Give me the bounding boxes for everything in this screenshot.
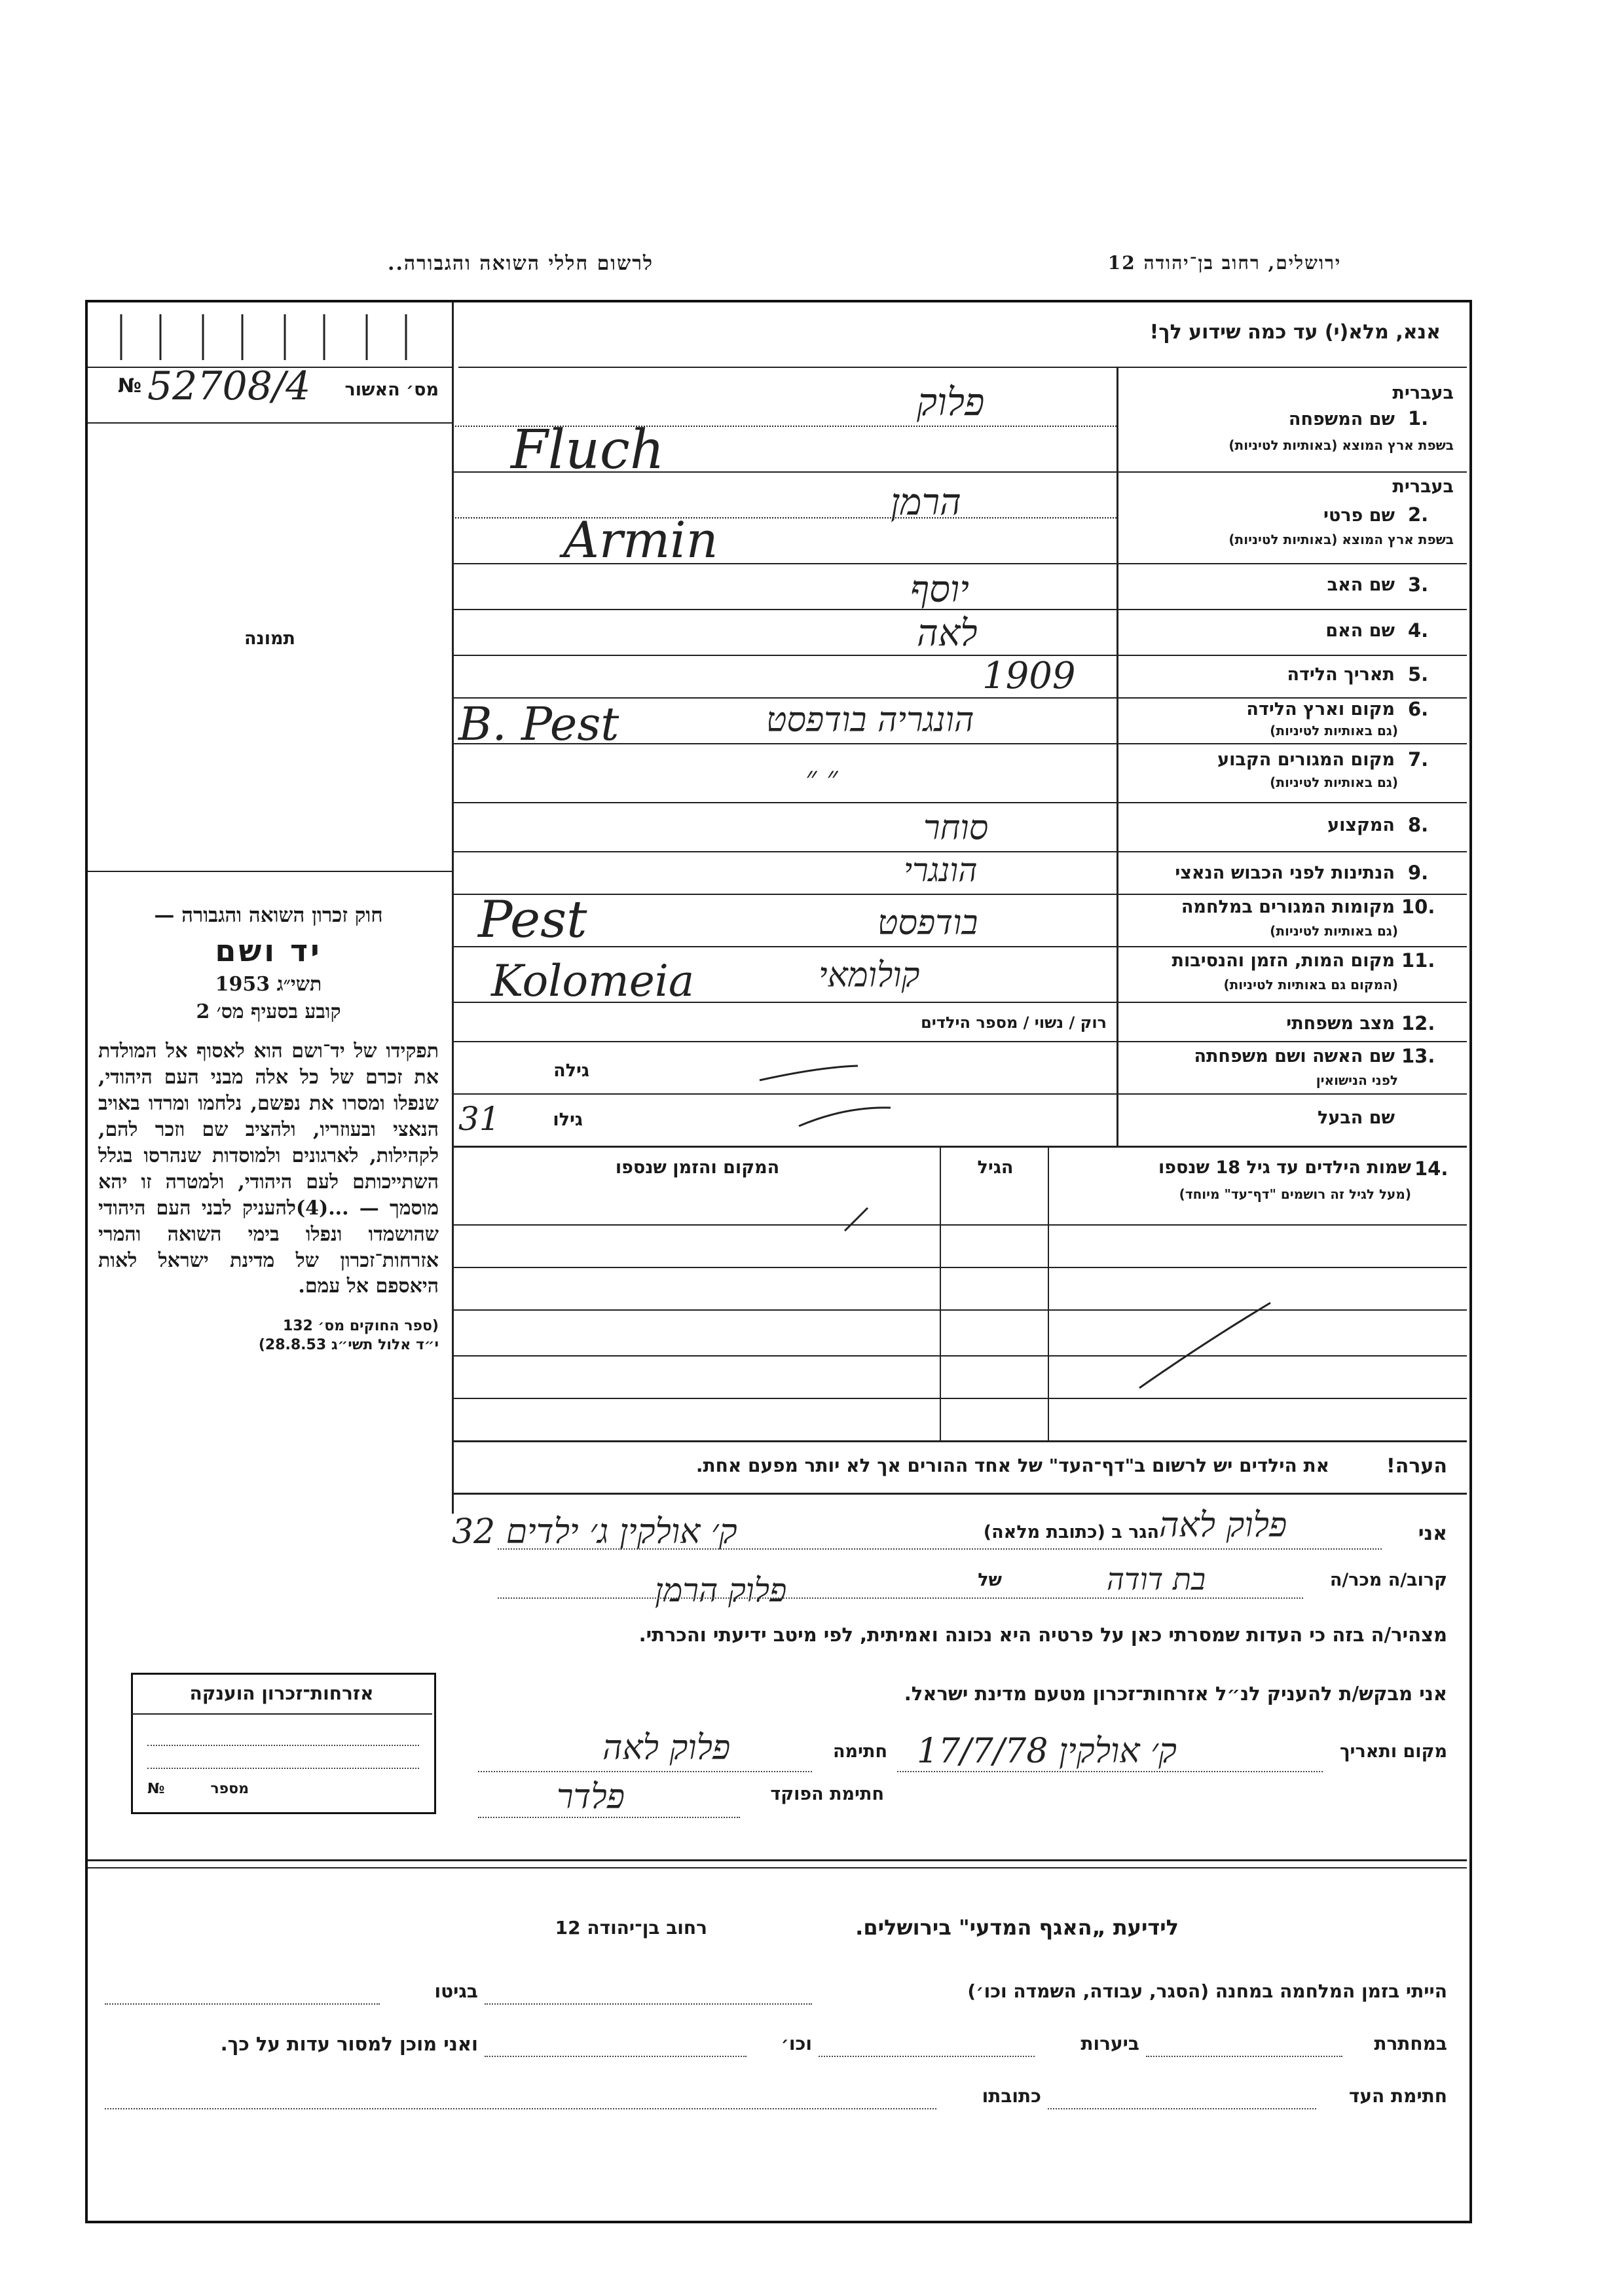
husband-label: שם הבעל <box>1317 1108 1395 1128</box>
decl-place-date-label: מקום ותאריך <box>1339 1741 1447 1762</box>
children-col-place: המקום והזמן שנספו <box>615 1157 780 1178</box>
field-11-sub: (המקום גם באותיות לטיניות) <box>1223 977 1398 993</box>
citizenship-title: אזרחות־זכרון הוענקה <box>189 1683 374 1704</box>
decl-relative-label: קרוב/ה מכר/ה <box>1329 1570 1447 1590</box>
decl-officer-label: חתימת הפוקד <box>770 1784 884 1804</box>
field-8-value: סוחר <box>923 809 989 848</box>
decl-relative-value: בת דודה <box>1107 1561 1206 1597</box>
decl-place-date-value: ק׳ אולקין 17/7/78 <box>917 1732 1177 1771</box>
field-1-value-latin: Fluch <box>511 419 665 481</box>
field-4-label: שם האם <box>1325 621 1395 641</box>
reg-number: 52708/4 <box>147 363 311 409</box>
footer-line1-b: בגיטו <box>434 1980 478 2002</box>
decl-signature-value: פלוק לאה <box>602 1728 731 1768</box>
field-12-label: מצב משפחתי <box>1286 1013 1395 1034</box>
field-8-label: המקצוע <box>1327 815 1395 835</box>
field-9-num: 9. <box>1408 862 1429 884</box>
field-5-num: 5. <box>1408 663 1429 685</box>
footer-line2-c: וכו׳ <box>781 2033 812 2054</box>
reg-label: מס׳ האשור <box>344 380 439 400</box>
field-10-label: מקומות המגורים במלחמה <box>1181 897 1395 917</box>
field-9-value: הונגרי <box>904 851 978 889</box>
children-col-age: הגיל <box>977 1157 1014 1178</box>
citizenship-number-label: מספר <box>210 1781 249 1797</box>
photo-label: תמונה <box>244 629 296 649</box>
intro-text: אנא, מלא(י) עד כמה שידוע לך! <box>1149 321 1441 344</box>
field-5-value: 1909 <box>982 655 1076 697</box>
footer-line2-d: ואני מוכן למסור עדות על כך. <box>220 2033 478 2055</box>
field-13-age-label: גילה <box>553 1061 589 1081</box>
field-13-label: שם האשה ושם משפחתה <box>1194 1046 1395 1066</box>
field-10-value-heb: בודפסט <box>877 903 978 943</box>
decl-residing-label: הגר ב (כתובת מלאה) <box>983 1522 1159 1542</box>
decl-i-label: אני <box>1418 1522 1447 1545</box>
citizenship-no-prefix: № <box>147 1781 165 1797</box>
field-11-value-heb: קולומאי <box>819 956 920 995</box>
field-6-value-latin: B. Pest <box>458 697 619 751</box>
decl-statement: מצהיר/ה בזה כי העדות שמסרתי כאן על פרטיה היא נכונה ואמיתית, לפי מיטב ידיעתי והכרתי. <box>638 1624 1447 1646</box>
decl-i-value: פלוק לאה <box>1159 1506 1287 1545</box>
note-text: את הילדים יש לרשום ב"דף־העד" של אחד ההורים אך לא יותר מפעם אחת. <box>695 1455 1329 1476</box>
field-1-num: 1. <box>1408 407 1429 429</box>
field-3-value: יוסף <box>910 568 969 611</box>
field-12-num: 12. <box>1401 1012 1435 1034</box>
field-1-label: שם המשפחה <box>1288 409 1395 429</box>
field-12-value: רוק / נשוי / מספר הילדים <box>921 1013 1107 1032</box>
footer-line1-a: הייתי בזמן המלחמה במחנה (הסגר, עבודה, השמדה וכו׳) <box>967 1980 1447 2002</box>
field-6-label: מקום וארץ הלידה <box>1246 699 1395 720</box>
field-13-num: 13. <box>1401 1045 1435 1067</box>
footer-line2-b: ביערות <box>1080 2033 1139 2054</box>
field-10-sub: (גם באותיות לטיניות) <box>1270 923 1398 939</box>
field-7-num: 7. <box>1408 748 1429 771</box>
children-label: שמות הילדים עד גיל 18 שנספו <box>1158 1157 1411 1178</box>
children-sub: (מעל לגיל זה רושמים "דף־עד" מיוחד) <box>1179 1186 1411 1202</box>
field-2-value-heb: הרמן <box>891 481 961 524</box>
decl-of-value: פלוק הרמן <box>655 1571 787 1609</box>
law-ref-2: י״ד אלול תשי״ג 28.8.53) <box>258 1337 439 1354</box>
footer-line2-a: במחתרת <box>1374 2033 1447 2054</box>
field-3-label: שם האב <box>1327 575 1395 595</box>
header-title: לרשום חללי השואה והגבורה.. <box>388 252 654 275</box>
law-year: תשי״ג 1953 <box>215 973 322 996</box>
field-10-value-latin: Pest <box>478 890 587 949</box>
footer-address: רחוב בן־יהודה 12 <box>555 1917 707 1939</box>
field-7-sub: (גם באותיות לטיניות) <box>1270 774 1398 790</box>
decl-signature-label: חתימה <box>832 1741 887 1762</box>
footer-line3-a: חתימת העד <box>1348 2085 1447 2107</box>
field-7-label: מקום המגורים הקבוע <box>1217 750 1395 770</box>
footer-title: לידיעת „האגף המדעי" בירושלים. <box>855 1915 1179 1940</box>
field-8-num: 8. <box>1408 814 1429 836</box>
field-1-value-heb: פלוק <box>917 380 985 424</box>
field-1-sub: בשפת ארץ המוצא (באותיות לטיניות) <box>1228 437 1454 453</box>
law-clause: קובע בסעיף מס׳ 2 <box>196 1000 341 1024</box>
field-6-num: 6. <box>1408 698 1429 720</box>
field-5-label: תאריך הלידה <box>1287 665 1395 685</box>
field-13-sub: לפני הנישואין <box>1316 1072 1398 1088</box>
husband-age-label: גילו <box>553 1110 583 1130</box>
field-11-num: 11. <box>1401 949 1435 972</box>
law-box <box>98 903 439 1353</box>
decl-of-label: של <box>978 1570 1002 1590</box>
field-2-sub: בשפת ארץ המוצא (באותיות לטיניות) <box>1228 532 1454 547</box>
field-9-label: הנתינות לפני הכבוש הנאצי <box>1175 863 1395 883</box>
footer-line3-b: כתובתו <box>982 2085 1041 2107</box>
decl-request: אני מבקש/ת להעניק לנ״ל אזרחות־זכרון מטעם מדינת ישראל. <box>904 1683 1447 1705</box>
husband-age: 31 <box>458 1100 500 1138</box>
field-7-value: ״ ״ <box>805 759 838 795</box>
field-4-value: לאה <box>917 612 978 655</box>
field-1-hebrew-tag: בעברית <box>1392 383 1454 403</box>
decl-residing-value: ק׳ אולקין ג׳ ילדים 32 <box>452 1512 737 1552</box>
law-title: חוק זכרון השואה והגבורה — <box>154 903 383 927</box>
law-ref-1: (ספר החוקים מס׳ 132 <box>282 1318 439 1335</box>
field-2-num: 2. <box>1408 503 1429 526</box>
field-11-label: מקום המות, הזמן והנסיבות <box>1172 951 1395 971</box>
barcode-strip <box>98 308 452 367</box>
pen-strokes <box>720 1048 917 1146</box>
field-3-num: 3. <box>1408 574 1429 596</box>
field-6-sub: (גם באותיות לטיניות) <box>1270 723 1398 738</box>
field-2-value-latin: Armin <box>563 511 718 569</box>
field-10-num: 10. <box>1401 896 1435 918</box>
law-text: תפקידו של יד־ושם הוא לאסוף אל המולדת את זכרם של כל אלה מבני העם היהודי, שנפלו ומסרו את נפשם, נלחמו ומרדו באויב הנאצי ובעוזריו, ולהציב שם וזכר להם, לקהילות, לארגונים ולמוסדות שנהרסו בגלל השתייכותם לעם היהודי, ולמטרה זו יהא מוסמך — ...(4)להעניק לבני העם היהודי שהושמדו ונפלו בימי השואה והמרי אזרחות־זכרון של מדינת ישראל לאות היאספם אל עמם. <box>98 1040 439 1298</box>
field-2-label: שם פרטי <box>1323 505 1395 526</box>
header-address: ירושלים, רחוב בן־יהודה 12 <box>1107 252 1342 274</box>
field-6-value-heb: הונגריה בודפסט <box>766 701 974 740</box>
field-2-hebrew-tag: בעברית <box>1392 477 1454 497</box>
reg-no-prefix: № <box>118 374 142 397</box>
children-num: 14. <box>1414 1157 1449 1180</box>
children-strike <box>838 1172 1428 1394</box>
law-name: יד ושם <box>215 933 322 969</box>
field-4-num: 4. <box>1408 619 1429 642</box>
note-label: הערה! <box>1386 1455 1447 1478</box>
field-11-value-latin: Kolomeia <box>491 956 695 1006</box>
decl-officer-value: פלדר <box>557 1777 625 1817</box>
